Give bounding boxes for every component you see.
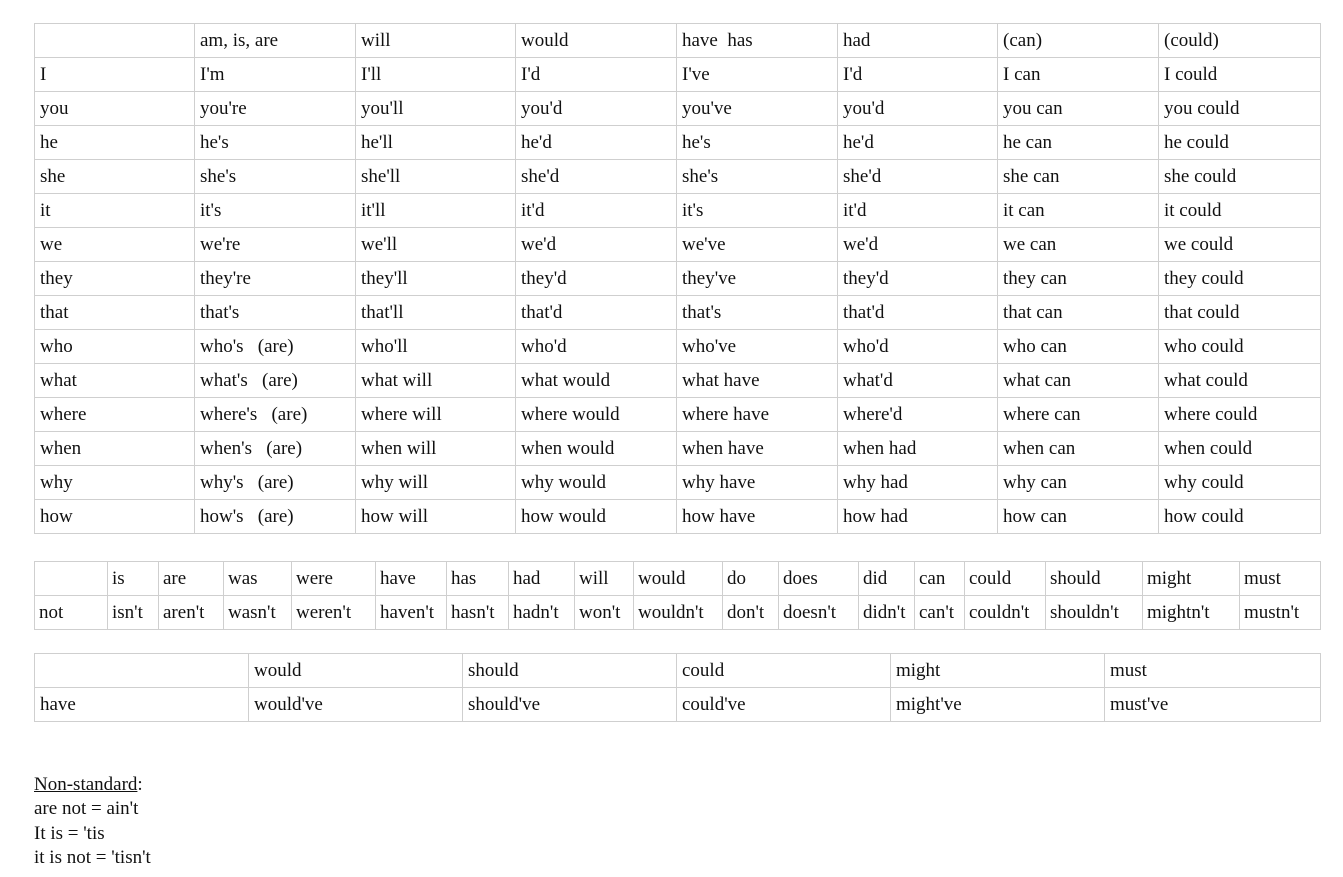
table-cell: they'd	[838, 262, 998, 296]
non-standard-colon: :	[137, 774, 143, 795]
table-cell: had	[838, 24, 998, 58]
table-cell: aren't	[159, 596, 224, 630]
table-cell: you're	[195, 92, 356, 126]
table-cell: it can	[998, 194, 1159, 228]
table-cell: I'd	[838, 58, 998, 92]
table-header-row	[35, 654, 1321, 688]
table-cell: they're	[195, 262, 356, 296]
table-cell: has	[447, 562, 509, 596]
non-standard-title: Non-standard	[34, 774, 138, 795]
table-cell: hasn't	[447, 596, 509, 630]
table-cell: what will	[356, 364, 516, 398]
row-label-cell: where	[35, 398, 195, 432]
row-label-cell: not	[35, 596, 108, 630]
table-row	[35, 228, 1321, 262]
table-cell: I'll	[356, 58, 516, 92]
table-cell: they'll	[356, 262, 516, 296]
table-cell: she could	[1159, 160, 1321, 194]
table-cell: it's	[195, 194, 356, 228]
table-cell: might	[1143, 562, 1240, 596]
table-cell: what have	[677, 364, 838, 398]
table-cell: she can	[998, 160, 1159, 194]
table-cell: (can)	[998, 24, 1159, 58]
row-label-cell: I	[35, 58, 195, 92]
table-cell: when have	[677, 432, 838, 466]
table-cell: were	[292, 562, 376, 596]
table-cell: how could	[1159, 500, 1321, 534]
table-cell: I can	[998, 58, 1159, 92]
table-cell: why would	[516, 466, 677, 500]
table-row	[35, 194, 1321, 228]
table-cell: where would	[516, 398, 677, 432]
table-cell: she'd	[516, 160, 677, 194]
table-cell: didn't	[859, 596, 915, 630]
table-cell: should	[463, 654, 677, 688]
table-cell: must've	[1105, 688, 1321, 722]
row-label-cell	[35, 654, 249, 688]
row-label-cell: how	[35, 500, 195, 534]
table-cell: you'd	[838, 92, 998, 126]
table-cell: might	[891, 654, 1105, 688]
table-row	[35, 466, 1321, 500]
table-row	[35, 262, 1321, 296]
table-cell: have	[376, 562, 447, 596]
non-standard-heading	[34, 773, 151, 797]
row-label-cell	[35, 562, 108, 596]
row-label-cell: who	[35, 330, 195, 364]
table-cell: isn't	[108, 596, 159, 630]
table-cell: how will	[356, 500, 516, 534]
non-standard-line: are not = ain't	[34, 798, 139, 820]
table-row	[35, 398, 1321, 432]
table-cell: must	[1105, 654, 1321, 688]
table-cell: we'd	[838, 228, 998, 262]
table-cell: would	[249, 654, 463, 688]
table-cell: that'll	[356, 296, 516, 330]
table-row	[35, 364, 1321, 398]
table-cell: I'd	[516, 58, 677, 92]
table-cell: haven't	[376, 596, 447, 630]
table-cell: might've	[891, 688, 1105, 722]
contractions-have-table	[34, 653, 1321, 722]
table-cell: have has	[677, 24, 838, 58]
table-cell: is	[108, 562, 159, 596]
contractions-pronoun-table	[34, 23, 1321, 534]
table-cell: did	[859, 562, 915, 596]
table-cell: he can	[998, 126, 1159, 160]
table-row	[35, 58, 1321, 92]
non-standard-line: it is not = 'tisn't	[34, 846, 151, 868]
table-cell: he'll	[356, 126, 516, 160]
table-cell: I could	[1159, 58, 1321, 92]
table-cell: we'd	[516, 228, 677, 262]
table-cell: they can	[998, 262, 1159, 296]
row-label-cell: that	[35, 296, 195, 330]
table-cell: it'll	[356, 194, 516, 228]
table-cell: should've	[463, 688, 677, 722]
table-row	[35, 126, 1321, 160]
table-cell: you can	[998, 92, 1159, 126]
table-cell: how have	[677, 500, 838, 534]
table-cell: how's (are)	[195, 500, 356, 534]
table-row	[35, 160, 1321, 194]
row-label-cell: it	[35, 194, 195, 228]
table-cell: would	[516, 24, 677, 58]
table-cell: that's	[677, 296, 838, 330]
table-cell: that could	[1159, 296, 1321, 330]
table-cell: it'd	[838, 194, 998, 228]
table-cell: what can	[998, 364, 1159, 398]
table-cell: where could	[1159, 398, 1321, 432]
table-cell: she'll	[356, 160, 516, 194]
table-cell: had	[509, 562, 575, 596]
table-cell: who'd	[838, 330, 998, 364]
table-row	[35, 330, 1321, 364]
table-cell: mightn't	[1143, 596, 1240, 630]
table-cell: we're	[195, 228, 356, 262]
table-cell: who've	[677, 330, 838, 364]
table-cell: must	[1240, 562, 1321, 596]
table-cell: can	[915, 562, 965, 596]
table-cell: shouldn't	[1046, 596, 1143, 630]
table-cell: should	[1046, 562, 1143, 596]
non-standard-line: It is = 'tis	[34, 822, 105, 844]
table-cell: when can	[998, 432, 1159, 466]
table-cell: what's (are)	[195, 364, 356, 398]
table-cell: it's	[677, 194, 838, 228]
table-cell: could	[965, 562, 1046, 596]
table-cell: she's	[677, 160, 838, 194]
non-standard-notes	[34, 773, 151, 870]
table-cell: what could	[1159, 364, 1321, 398]
table-cell: why's (are)	[195, 466, 356, 500]
table-row	[35, 500, 1321, 534]
table-cell: would	[634, 562, 723, 596]
table-cell: weren't	[292, 596, 376, 630]
table-header-row	[35, 562, 1321, 596]
table-cell: what would	[516, 364, 677, 398]
table-cell: she's	[195, 160, 356, 194]
table-cell: what'd	[838, 364, 998, 398]
table-cell: doesn't	[779, 596, 859, 630]
table-cell: where can	[998, 398, 1159, 432]
row-label-cell: what	[35, 364, 195, 398]
table-cell: (could)	[1159, 24, 1321, 58]
table-cell: how can	[998, 500, 1159, 534]
row-label-cell	[35, 24, 195, 58]
table-cell: that'd	[838, 296, 998, 330]
table-cell: he could	[1159, 126, 1321, 160]
table-cell: he'd	[838, 126, 998, 160]
table-cell: I'm	[195, 58, 356, 92]
table-header-row	[35, 24, 1321, 58]
table-cell: do	[723, 562, 779, 596]
table-cell: hadn't	[509, 596, 575, 630]
table-cell: we've	[677, 228, 838, 262]
row-label-cell: they	[35, 262, 195, 296]
table-cell: we'll	[356, 228, 516, 262]
table-cell: why had	[838, 466, 998, 500]
table-cell: it'd	[516, 194, 677, 228]
table-cell: where will	[356, 398, 516, 432]
table-cell: they'd	[516, 262, 677, 296]
table-cell: that's	[195, 296, 356, 330]
table-cell: are	[159, 562, 224, 596]
table-cell: why have	[677, 466, 838, 500]
table-cell: who can	[998, 330, 1159, 364]
row-label-cell: when	[35, 432, 195, 466]
table-cell: when had	[838, 432, 998, 466]
table-cell: you'd	[516, 92, 677, 126]
table-cell: wasn't	[224, 596, 292, 630]
table-cell: wouldn't	[634, 596, 723, 630]
table-cell: it could	[1159, 194, 1321, 228]
table-cell: that'd	[516, 296, 677, 330]
row-label-cell: why	[35, 466, 195, 500]
table-cell: can't	[915, 596, 965, 630]
table-cell: when would	[516, 432, 677, 466]
table-cell: who'll	[356, 330, 516, 364]
table-cell: I've	[677, 58, 838, 92]
table-cell: don't	[723, 596, 779, 630]
table-cell: she'd	[838, 160, 998, 194]
table-cell: how had	[838, 500, 998, 534]
table-cell: you've	[677, 92, 838, 126]
contractions-not-table	[34, 561, 1321, 630]
table-cell: where'd	[838, 398, 998, 432]
table-cell: he's	[677, 126, 838, 160]
table-cell: we could	[1159, 228, 1321, 262]
table-cell: that can	[998, 296, 1159, 330]
table-cell: will	[356, 24, 516, 58]
row-label-cell: we	[35, 228, 195, 262]
table-cell: mustn't	[1240, 596, 1321, 630]
table-cell: when will	[356, 432, 516, 466]
table-cell: they could	[1159, 262, 1321, 296]
table-cell: will	[575, 562, 634, 596]
table-cell: could	[677, 654, 891, 688]
table-cell: who could	[1159, 330, 1321, 364]
table-cell: won't	[575, 596, 634, 630]
row-label-cell: you	[35, 92, 195, 126]
table-cell: who's (are)	[195, 330, 356, 364]
table-cell: when could	[1159, 432, 1321, 466]
table-cell: you'll	[356, 92, 516, 126]
table-cell: you could	[1159, 92, 1321, 126]
table-cell: why will	[356, 466, 516, 500]
row-label-cell: she	[35, 160, 195, 194]
table-cell: when's (are)	[195, 432, 356, 466]
table-cell: why could	[1159, 466, 1321, 500]
table-row	[35, 296, 1321, 330]
table-cell: he'd	[516, 126, 677, 160]
table-row	[35, 596, 1321, 630]
table-cell: am, is, are	[195, 24, 356, 58]
table-row	[35, 92, 1321, 126]
row-label-cell: he	[35, 126, 195, 160]
table-cell: why can	[998, 466, 1159, 500]
table-cell: we can	[998, 228, 1159, 262]
table-cell: how would	[516, 500, 677, 534]
table-cell: they've	[677, 262, 838, 296]
table-cell: where have	[677, 398, 838, 432]
table-cell: was	[224, 562, 292, 596]
table-cell: does	[779, 562, 859, 596]
table-row	[35, 688, 1321, 722]
table-cell: who'd	[516, 330, 677, 364]
table-cell: couldn't	[965, 596, 1046, 630]
table-cell: could've	[677, 688, 891, 722]
table-cell: where's (are)	[195, 398, 356, 432]
table-cell: would've	[249, 688, 463, 722]
table-cell: he's	[195, 126, 356, 160]
row-label-cell: have	[35, 688, 249, 722]
table-row	[35, 432, 1321, 466]
